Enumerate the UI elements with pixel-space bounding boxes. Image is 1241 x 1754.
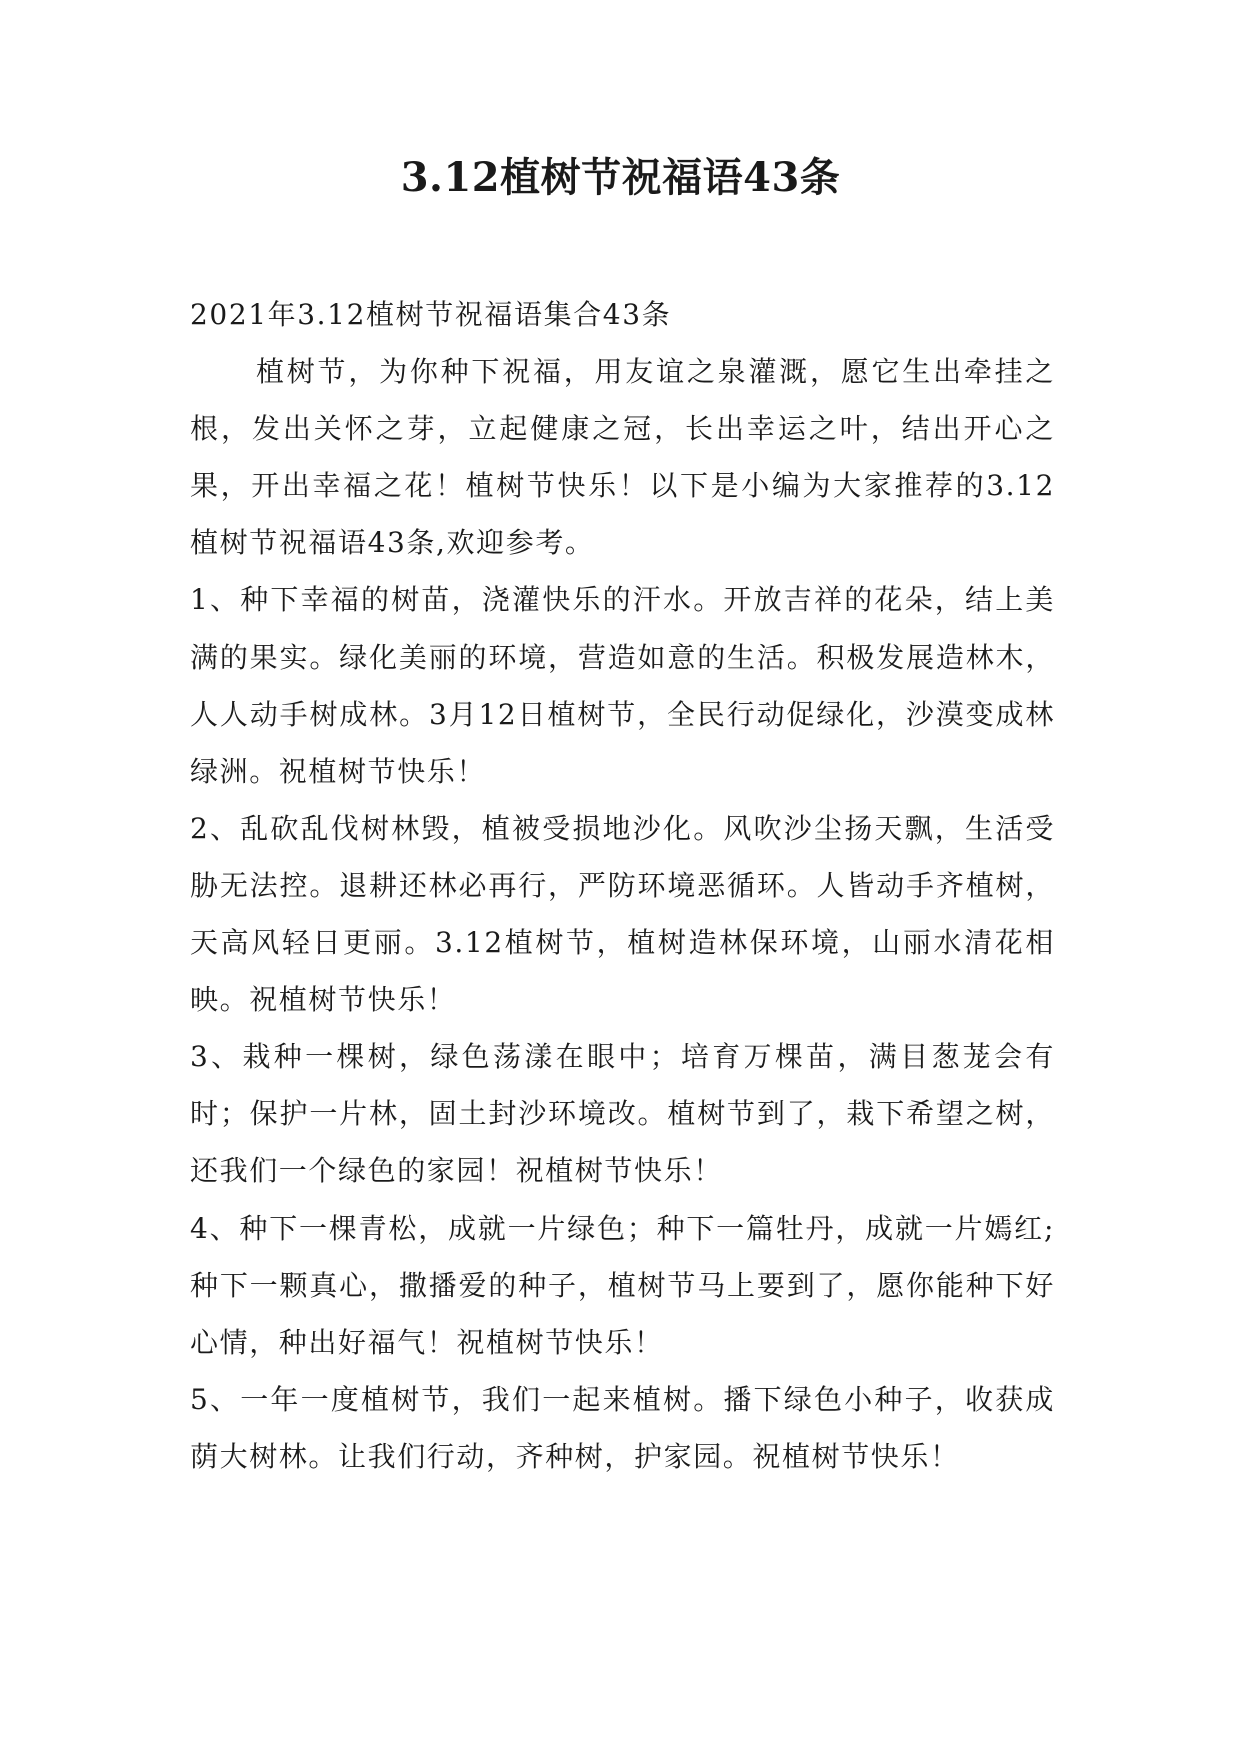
list-item: 4、种下一棵青松，成就一片绿色；种下一篇牡丹，成就一片嫣红;种下一颗真心，撒播爱的种子，植树节马上要到了，愿你能种下好心情，种出好福气！祝植树节快乐！	[190, 1211, 1055, 1359]
list-item: 3、栽种一棵树，绿色荡漾在眼中；培育万棵苗，满目葱茏会有时；保护一片林，固土封沙环境改。植树节到了，栽下希望之树，还我们一个绿色的家园！祝植树节快乐！	[190, 1040, 1055, 1188]
intro-paragraph: 植树节，为你种下祝福，用友谊之泉灌溉，愿它生出牵挂之根，发出关怀之芽，立起健康之冠，长出幸运之叶，结出开心之果，开出幸福之花！植树节快乐！以下是小编为大家推荐的3.12植树节祝福语43条,欢迎参考。	[190, 355, 1055, 560]
document-subtitle: 2021年3.12植树节祝福语集合43条	[190, 298, 672, 331]
document-title: 3.12植树节祝福语43条	[400, 154, 841, 201]
list-item: 2、乱砍乱伐树林毁，植被受损地沙化。风吹沙尘扬天飘，生活受胁无法控。退耕还林必再行，严防环境恶循环。人皆动手齐植树，天高风轻日更丽。3.12植树节，植树造林保环境，山丽水清花相映。祝植树节快乐！	[190, 811, 1055, 1017]
list-item: 5、一年一度植树节，我们一起来植树。播下绿色小种子，收获成荫大树林。让我们行动，齐种树，护家园。祝植树节快乐！	[190, 1382, 1055, 1473]
list-item: 1、种下幸福的树苗，浇灌快乐的汗水。开放吉祥的花朵，结上美满的果实。绿化美丽的环境，营造如意的生活。积极发展造林木，人人动手树成林。3月12日植树节，全民行动促绿化，沙漠变成林绿洲。祝植树节快乐！	[190, 583, 1055, 788]
document-body	[190, 286, 1055, 1485]
